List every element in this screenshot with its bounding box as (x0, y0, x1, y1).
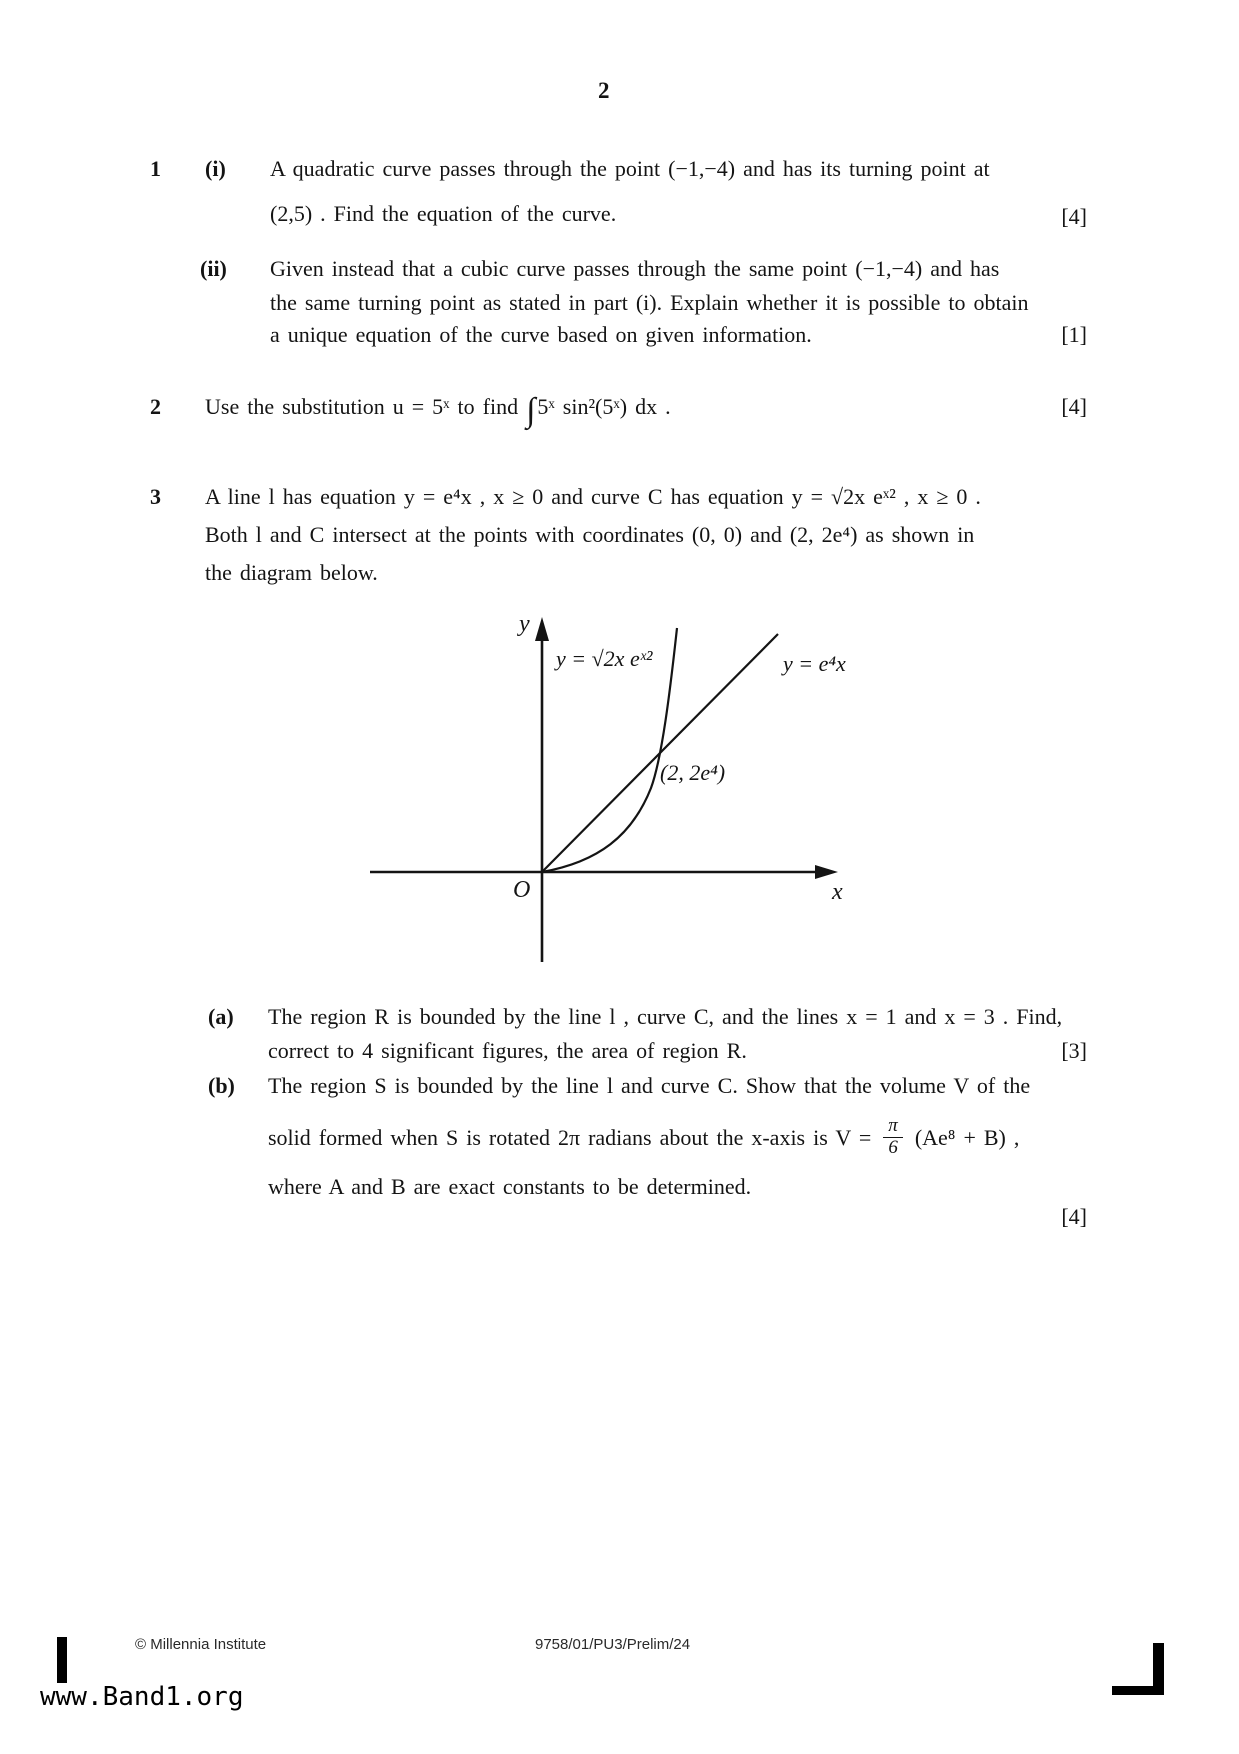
footer-paper-code: 9758/01/PU3/Prelim/24 (535, 1636, 691, 1653)
text-line: correct to 4 significant figures, the area of region R. (268, 1038, 747, 1063)
marks-q3b: [4] (1061, 1204, 1087, 1229)
footer-copyright: © Millennia Institute (135, 1636, 267, 1653)
text-line: where A and B are exact constants to be determined. (268, 1174, 752, 1199)
marks-q3a: [3] (1061, 1038, 1087, 1063)
text-line: Both l and C intersect at the points with coordinates (0, 0) and (2, 2e⁴) as shown in (205, 522, 975, 547)
curve-equation-label: y = √2x eˣ² (556, 646, 653, 671)
fraction-denominator: 6 (888, 1136, 898, 1158)
question-1-part-ii-label: (ii) (200, 256, 227, 281)
marks-q1i: [4] (1061, 204, 1087, 229)
text-line: (2,5) . Find the equation of the curve. (270, 201, 617, 226)
marks-q2: [4] (1061, 394, 1087, 419)
text-line: The region R is bounded by the line l , curve C, and the lines x = 1 and x = 3 . Find, (268, 1004, 1063, 1029)
question-3a-label: (a) (208, 1004, 234, 1029)
x-axis-arrowhead (815, 865, 838, 879)
function-diagram (330, 545, 870, 975)
q3b-line2-post: (Ae⁸ + B) , (914, 1124, 1020, 1150)
text-line: A quadratic curve passes through the point (−1,−4) and has its turning point at (270, 156, 990, 181)
text-line: the same turning point as stated in part (i). Explain whether it is possible to obtain (270, 290, 1029, 315)
question-1-part-i-label: (i) (205, 156, 226, 181)
question-1-number: 1 (150, 156, 161, 181)
x-axis-label: x (832, 879, 843, 905)
marks-q1ii: [1] (1061, 322, 1087, 347)
fraction-numerator: π (883, 1116, 903, 1138)
question-3b-label: (b) (208, 1073, 235, 1098)
text-line: the diagram below. (205, 560, 378, 585)
text-line: A line l has equation y = e⁴x , x ≥ 0 and curve C has equation y = √2x eˣ² , x ≥ 0 . (205, 484, 981, 509)
page-number: 2 (598, 78, 610, 103)
question-3-number: 3 (150, 484, 161, 509)
text-line: a unique equation of the curve based on given information. (270, 322, 812, 347)
q3b-line2-pre: solid formed when S is rotated 2π radians about the x-axis is V = (268, 1124, 872, 1150)
y-axis-arrowhead (535, 617, 549, 641)
right-crop-mark-horizontal (1112, 1686, 1164, 1695)
text-line (205, 392, 671, 429)
q2-text-pre: Use the substitution u = 5ˣ to find (205, 394, 527, 419)
q2-text-post: 5ˣ sin²(5ˣ) dx . (537, 394, 671, 419)
intersection-point-label: (2, 2e⁴) (660, 760, 726, 785)
text-line (268, 1116, 1019, 1164)
text-line: Given instead that a cubic curve passes through the same point (−1,−4) and has (270, 256, 1000, 281)
watermark: www.Band1.org (40, 1682, 244, 1712)
pi-over-6-fraction (883, 1116, 903, 1158)
left-crop-mark (57, 1637, 67, 1683)
line-equation-label: y = e⁴x (783, 651, 846, 676)
text-line: The region S is bounded by the line l and curve C. Show that the volume V of the (268, 1073, 1031, 1098)
integral-sign: ∫ (526, 392, 536, 429)
origin-label: O (513, 877, 531, 903)
y-axis-label: y (519, 611, 530, 637)
question-2-number: 2 (150, 394, 161, 419)
